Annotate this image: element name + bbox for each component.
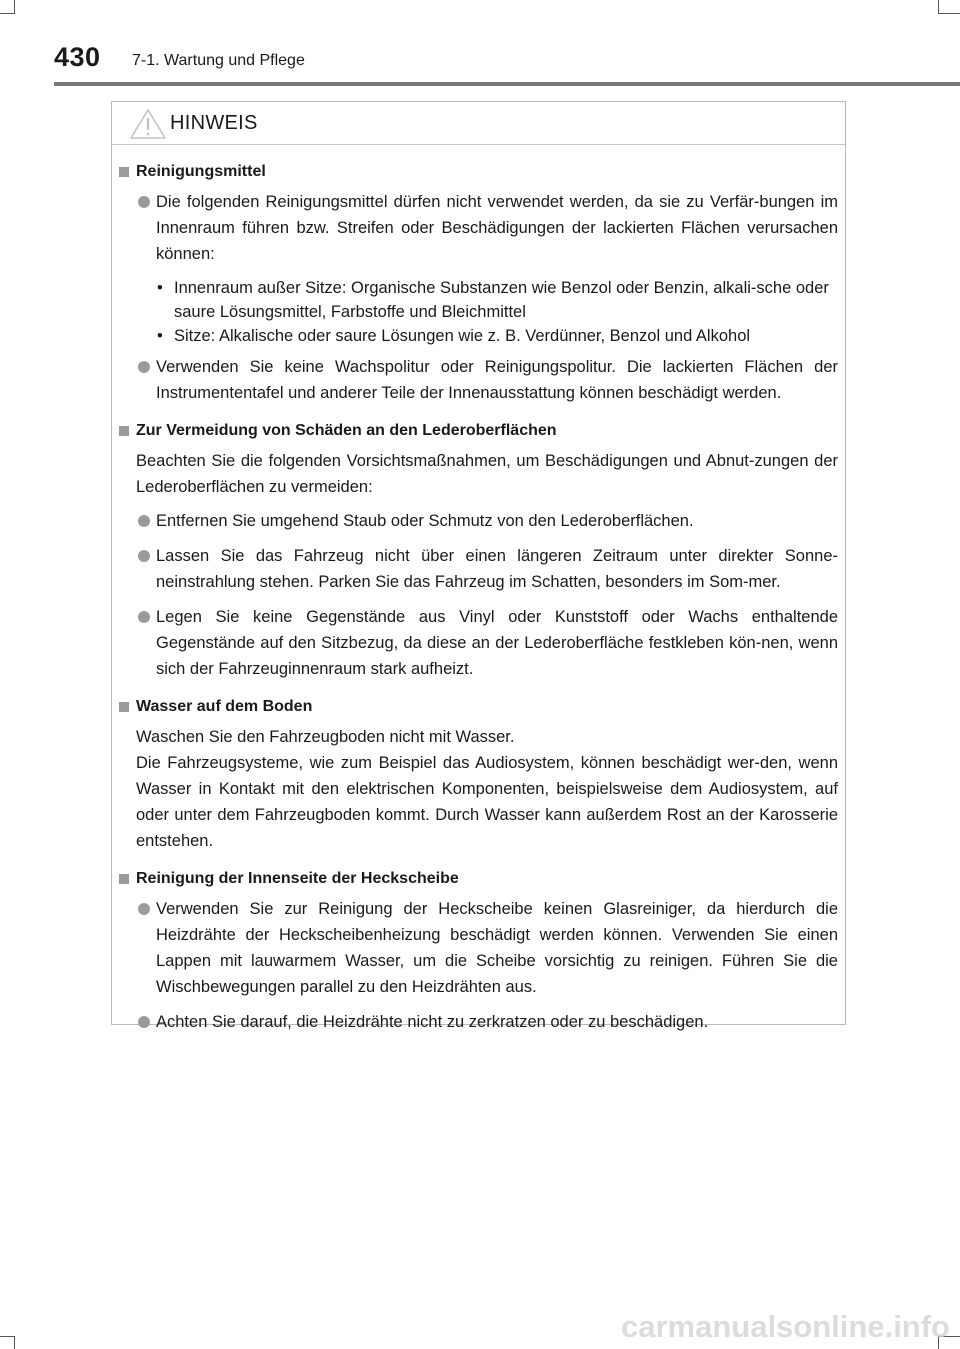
section-leather-surfaces xyxy=(119,418,838,682)
heading-text: Reinigungsmittel xyxy=(136,163,266,180)
notice-body xyxy=(112,145,845,1035)
header-rule xyxy=(54,82,960,86)
paragraph-text: Beachten Sie die folgenden Vorsichtsmaßnahmen, um Beschädigungen und Abnut-zungen der Lederoberflächen zu vermeiden: xyxy=(136,452,838,496)
circle-bullet-icon xyxy=(138,550,150,562)
list-item xyxy=(119,508,838,534)
notice-box xyxy=(111,101,846,1031)
dot-bullet-icon: • xyxy=(157,279,163,297)
section-cleaning-agents xyxy=(119,159,838,406)
item-text: Verwenden Sie zur Reinigung der Heckscheibe keinen Glasreiniger, da hierdurch die Heizdrähte der Heckscheibenheizung beschädigt werden können. Verwenden Sie einen Lappen mit lauwarmem Wasser, um die Scheibe vorsichtig zu reinigen. Führen Sie die Wischbewegungen parallel zu den Heizdrähten aus. xyxy=(156,900,838,996)
circle-bullet-icon xyxy=(138,515,150,527)
sub-list-item xyxy=(119,324,838,348)
heading-text: Zur Vermeidung von Schäden an den Lederoberflächen xyxy=(136,422,557,439)
dot-bullet-icon: • xyxy=(157,327,163,345)
page-number: 430 xyxy=(54,42,101,72)
item-text: Lassen Sie das Fahrzeug nicht über einen längeren Zeitraum unter direkter Sonne-neinstrahlung stehen. Parken Sie das Fahrzeug im Schatten, besonders im Som-mer. xyxy=(156,547,838,591)
list-item xyxy=(119,1009,838,1035)
paragraph-text: Waschen Sie den Fahrzeugboden nicht mit Wasser. xyxy=(136,728,515,746)
crop-mark xyxy=(14,0,15,14)
crop-mark xyxy=(938,13,960,14)
heading-text: Reinigung der Innenseite der Heckscheibe xyxy=(136,870,459,887)
sub-item-text: Innenraum außer Sitze: Organische Substanzen wie Benzol oder Benzin, alkali-sche oder saure Lösungsmittel, Farbstoffe und Bleichmittel xyxy=(174,279,829,321)
section-title: 7-1. Wartung und Pflege xyxy=(132,52,305,69)
circle-bullet-icon xyxy=(138,1016,150,1028)
item-text: Legen Sie keine Gegenstände aus Vinyl oder Kunststoff oder Wachs enthaltende Gegenstände auf den Sitzbezug, da diese an der Lederoberfläche festkleben kön-nen, wenn sich der Fahrzeuginnenraum stark aufheizt. xyxy=(156,608,838,678)
section-rear-window xyxy=(119,866,838,1035)
item-text: Verwenden Sie keine Wachspolitur oder Reinigungspolitur. Die lackierten Flächen der Instrumententafel und anderer Teile der Innenausstattung können beschädigt werden. xyxy=(156,358,838,402)
crop-mark xyxy=(14,1336,15,1349)
list-item xyxy=(119,604,838,682)
item-text: Achten Sie darauf, die Heizdrähte nicht zu zerkratzen oder zu beschädigen. xyxy=(156,1013,709,1031)
warning-triangle-icon xyxy=(129,108,167,140)
item-text: Entfernen Sie umgehend Staub oder Schmutz von den Lederoberflächen. xyxy=(156,512,694,530)
notice-header xyxy=(112,102,845,145)
section-water-floor xyxy=(119,694,838,854)
crop-mark xyxy=(0,13,14,14)
crop-mark xyxy=(938,0,939,14)
circle-bullet-icon xyxy=(138,903,150,915)
paragraph-text: Die Fahrzeugsysteme, wie zum Beispiel das Audiosystem, können beschädigt wer-den, wenn Wasser in Kontakt mit den elektrischen Komponenten, beispielsweise dem Audiosystem, auf oder unter dem Fahrzeugboden kommt. Durch Wasser kann außerdem Rost an der Karosserie entstehen. xyxy=(136,754,838,850)
circle-bullet-icon xyxy=(138,196,150,208)
watermark-logo xyxy=(570,1305,950,1345)
section-heading xyxy=(119,159,838,185)
section-heading xyxy=(119,418,838,444)
square-bullet-icon xyxy=(119,702,129,712)
list-item xyxy=(119,189,838,267)
circle-bullet-icon xyxy=(138,361,150,373)
svg-text:carmanualsonline.info: carmanualsonline.info xyxy=(620,1309,950,1344)
square-bullet-icon xyxy=(119,426,129,436)
circle-bullet-icon xyxy=(138,611,150,623)
list-item xyxy=(119,896,838,1000)
crop-mark xyxy=(0,1336,14,1337)
notice-title: HINWEIS xyxy=(170,112,258,134)
section-heading xyxy=(119,694,838,720)
square-bullet-icon xyxy=(119,167,129,177)
list-item xyxy=(119,354,838,406)
section-heading xyxy=(119,866,838,892)
sub-item-text: Sitze: Alkalische oder saure Lösungen wie z. B. Verdünner, Benzol und Alkohol xyxy=(174,327,751,345)
sub-list xyxy=(119,276,838,348)
list-item xyxy=(119,543,838,595)
square-bullet-icon xyxy=(119,874,129,884)
heading-text: Wasser auf dem Boden xyxy=(136,698,313,715)
body-paragraph xyxy=(119,724,838,854)
sub-list-item xyxy=(119,276,838,324)
item-text: Die folgenden Reinigungsmittel dürfen nicht verwendet werden, da sie zu Verfär-bungen im Innenraum führen bzw. Streifen oder Beschädigungen der lackierten Flächen verursachen können: xyxy=(156,193,838,263)
intro-paragraph xyxy=(119,448,838,500)
